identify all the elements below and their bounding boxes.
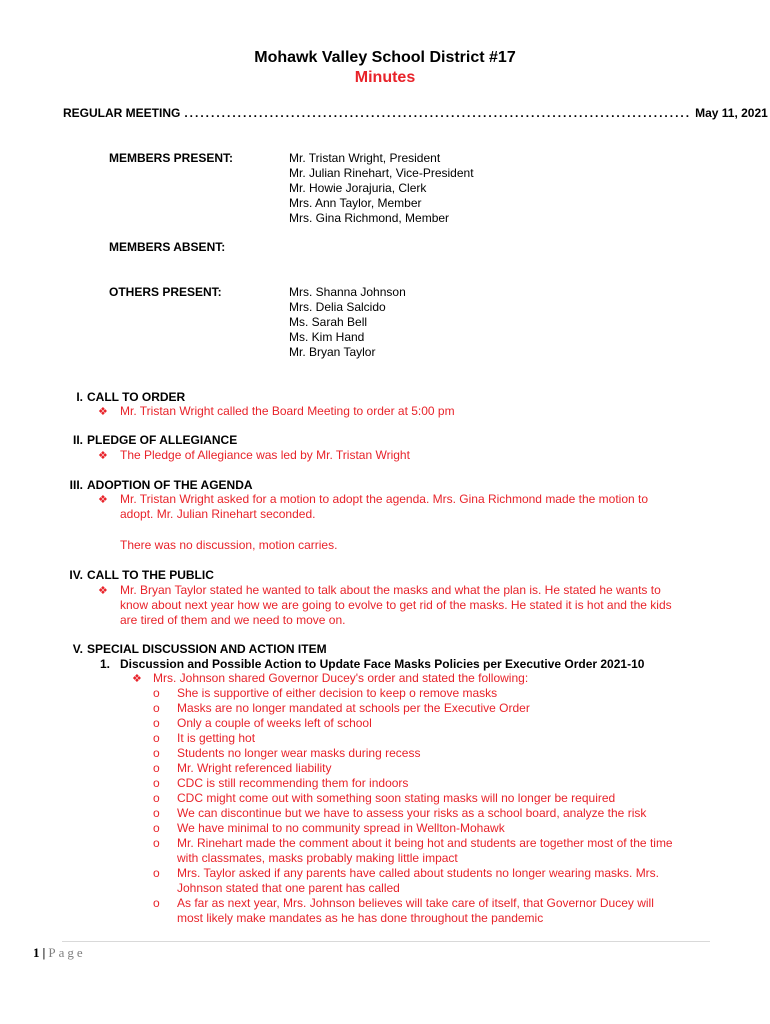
adoption-text-line: Mr. Tristan Wright asked for a motion to adopt the agenda. Mrs. Gina Richmond made the motion to xyxy=(120,492,649,506)
list-item-text: Mr. Wright referenced liability xyxy=(177,761,332,775)
diamond-bullet-icon: ❖ xyxy=(98,585,108,597)
discussion-bullet-list xyxy=(153,686,673,926)
list-item xyxy=(153,836,673,866)
others-present-list xyxy=(289,285,406,360)
circle-bullet-icon: o xyxy=(153,896,160,910)
diamond-bullet-icon: ❖ xyxy=(98,494,108,506)
section-title-adoption: ADOPTION OF THE AGENDA xyxy=(87,478,253,492)
list-item-text: Masks are no longer mandated at schools per the Executive Order xyxy=(177,701,530,715)
list-item-text: most likely make mandates as he has done throughout the pandemic xyxy=(177,911,544,925)
page-footer xyxy=(33,945,86,961)
diamond-bullet-icon: ❖ xyxy=(98,406,108,418)
page-label: Page xyxy=(48,945,86,960)
list-item xyxy=(153,821,673,836)
other-present: Mrs. Delia Salcido xyxy=(289,300,386,314)
circle-bullet-icon: o xyxy=(153,686,160,700)
section-number: V. xyxy=(72,642,83,656)
member-present: Mr. Howie Jorajuria, Clerk xyxy=(289,181,427,195)
list-item-text: We have minimal to no community spread in Wellton-Mohawk xyxy=(177,821,505,835)
public-text-line: know about next year how we are going to evolve to get rid of the masks. He stated it is hot and the kids xyxy=(120,598,672,612)
circle-bullet-icon: o xyxy=(153,866,160,880)
other-present: Ms. Sarah Bell xyxy=(289,315,368,329)
circle-bullet-icon: o xyxy=(153,746,160,760)
member-present: Mrs. Gina Richmond, Member xyxy=(289,211,450,225)
list-item-text: As far as next year, Mrs. Johnson believes will take care of itself, that Governor Ducey will xyxy=(177,896,654,910)
list-item-text: She is supportive of either decision to keep o remove masks xyxy=(177,686,498,700)
diamond-bullet-icon: ❖ xyxy=(98,450,108,462)
list-item xyxy=(153,716,673,731)
adoption-text xyxy=(120,492,648,522)
members-present-list xyxy=(289,151,474,226)
item-intro-text: Mrs. Johnson shared Governor Ducey's order and stated the following: xyxy=(153,671,529,685)
member-present: Mr. Julian Rinehart, Vice-President xyxy=(289,166,474,180)
member-present: Mr. Tristan Wright, President xyxy=(289,151,441,165)
footer-separator: | xyxy=(42,945,46,960)
other-present: Mrs. Shanna Johnson xyxy=(289,285,406,299)
list-item xyxy=(153,776,673,791)
list-item xyxy=(153,731,673,746)
list-item-text: Mr. Rinehart made the comment about it being hot and students are together most of the time xyxy=(177,836,673,850)
pledge-text: The Pledge of Allegiance was led by Mr. Tristan Wright xyxy=(120,448,410,462)
section-number: II. xyxy=(72,433,83,447)
district-title: Mohawk Valley School District #17 xyxy=(254,49,516,66)
document-type-title: Minutes xyxy=(354,69,416,86)
other-present: Ms. Kim Hand xyxy=(289,330,365,344)
adoption-text-line: adopt. Mr. Julian Rinehart seconded. xyxy=(120,507,316,521)
list-item-text: Students no longer wear masks during recess xyxy=(177,746,421,760)
list-item-text: Only a couple of weeks left of school xyxy=(177,716,372,730)
meeting-date: May 11, 2021 xyxy=(695,106,768,120)
call-to-order-text: Mr. Tristan Wright called the Board Meeting to order at 5:00 pm xyxy=(120,404,455,418)
section-title-pledge: PLEDGE OF ALLEGIANCE xyxy=(87,433,238,447)
item-number: 1. xyxy=(100,657,111,671)
list-item-text: with classmates, masks probably making little impact xyxy=(177,851,458,865)
public-text-line: Mr. Bryan Taylor stated he wanted to talk about the masks and what the plan is. He stated he wants to xyxy=(120,583,661,597)
other-present: Mr. Bryan Taylor xyxy=(289,345,376,359)
list-item-text: We can discontinue but we have to assess your risks as a school board, analyze the risk xyxy=(177,806,647,820)
members-present-label: MEMBERS PRESENT: xyxy=(109,151,234,165)
members-absent-label: MEMBERS ABSENT: xyxy=(109,240,226,254)
circle-bullet-icon: o xyxy=(153,761,160,775)
section-title-public: CALL TO THE PUBLIC xyxy=(87,568,214,582)
others-present-label: OTHERS PRESENT: xyxy=(109,285,222,299)
item-title: Discussion and Possible Action to Update Face Masks Policies per Executive Order 2021-10 xyxy=(120,657,645,671)
public-text-line: are tired of them and we need to move on. xyxy=(120,613,346,627)
circle-bullet-icon: o xyxy=(153,776,160,790)
leader-dots: ............................................................................................... xyxy=(184,106,692,120)
circle-bullet-icon: o xyxy=(153,791,160,805)
circle-bullet-icon: o xyxy=(153,821,160,835)
circle-bullet-icon: o xyxy=(153,701,160,715)
section-title-special-discussion: SPECIAL DISCUSSION AND ACTION ITEM xyxy=(87,642,327,656)
list-item xyxy=(153,896,673,926)
circle-bullet-icon: o xyxy=(153,836,160,850)
list-item-text: CDC might come out with something soon stating masks will no longer be required xyxy=(177,791,616,805)
section-title-call-to-order: CALL TO ORDER xyxy=(87,390,186,404)
meeting-type: REGULAR MEETING xyxy=(63,106,181,120)
adoption-discussion-text: There was no discussion, motion carries. xyxy=(120,538,338,552)
list-item-text: Mrs. Taylor asked if any parents have called about students no longer wearing masks. Mrs. xyxy=(177,866,660,880)
page-number: 1 xyxy=(33,945,40,960)
list-item xyxy=(153,701,673,716)
member-present: Mrs. Ann Taylor, Member xyxy=(289,196,422,210)
list-item-text: It is getting hot xyxy=(177,731,256,745)
list-item xyxy=(153,746,673,761)
list-item xyxy=(153,806,673,821)
list-item-text: Johnson stated that one parent has called xyxy=(177,881,400,895)
list-item-text: CDC is still recommending them for indoors xyxy=(177,776,409,790)
meeting-line xyxy=(63,106,768,122)
circle-bullet-icon: o xyxy=(153,806,160,820)
circle-bullet-icon: o xyxy=(153,731,160,745)
list-item xyxy=(153,761,673,776)
section-number: III. xyxy=(69,478,83,492)
list-item xyxy=(153,791,673,806)
section-number: IV. xyxy=(69,568,83,582)
section-number: I. xyxy=(76,390,83,404)
footer-divider xyxy=(62,941,710,942)
list-item xyxy=(153,866,673,896)
list-item xyxy=(153,686,673,701)
diamond-bullet-icon: ❖ xyxy=(132,673,142,685)
circle-bullet-icon: o xyxy=(153,716,160,730)
public-comment-text xyxy=(120,583,672,628)
